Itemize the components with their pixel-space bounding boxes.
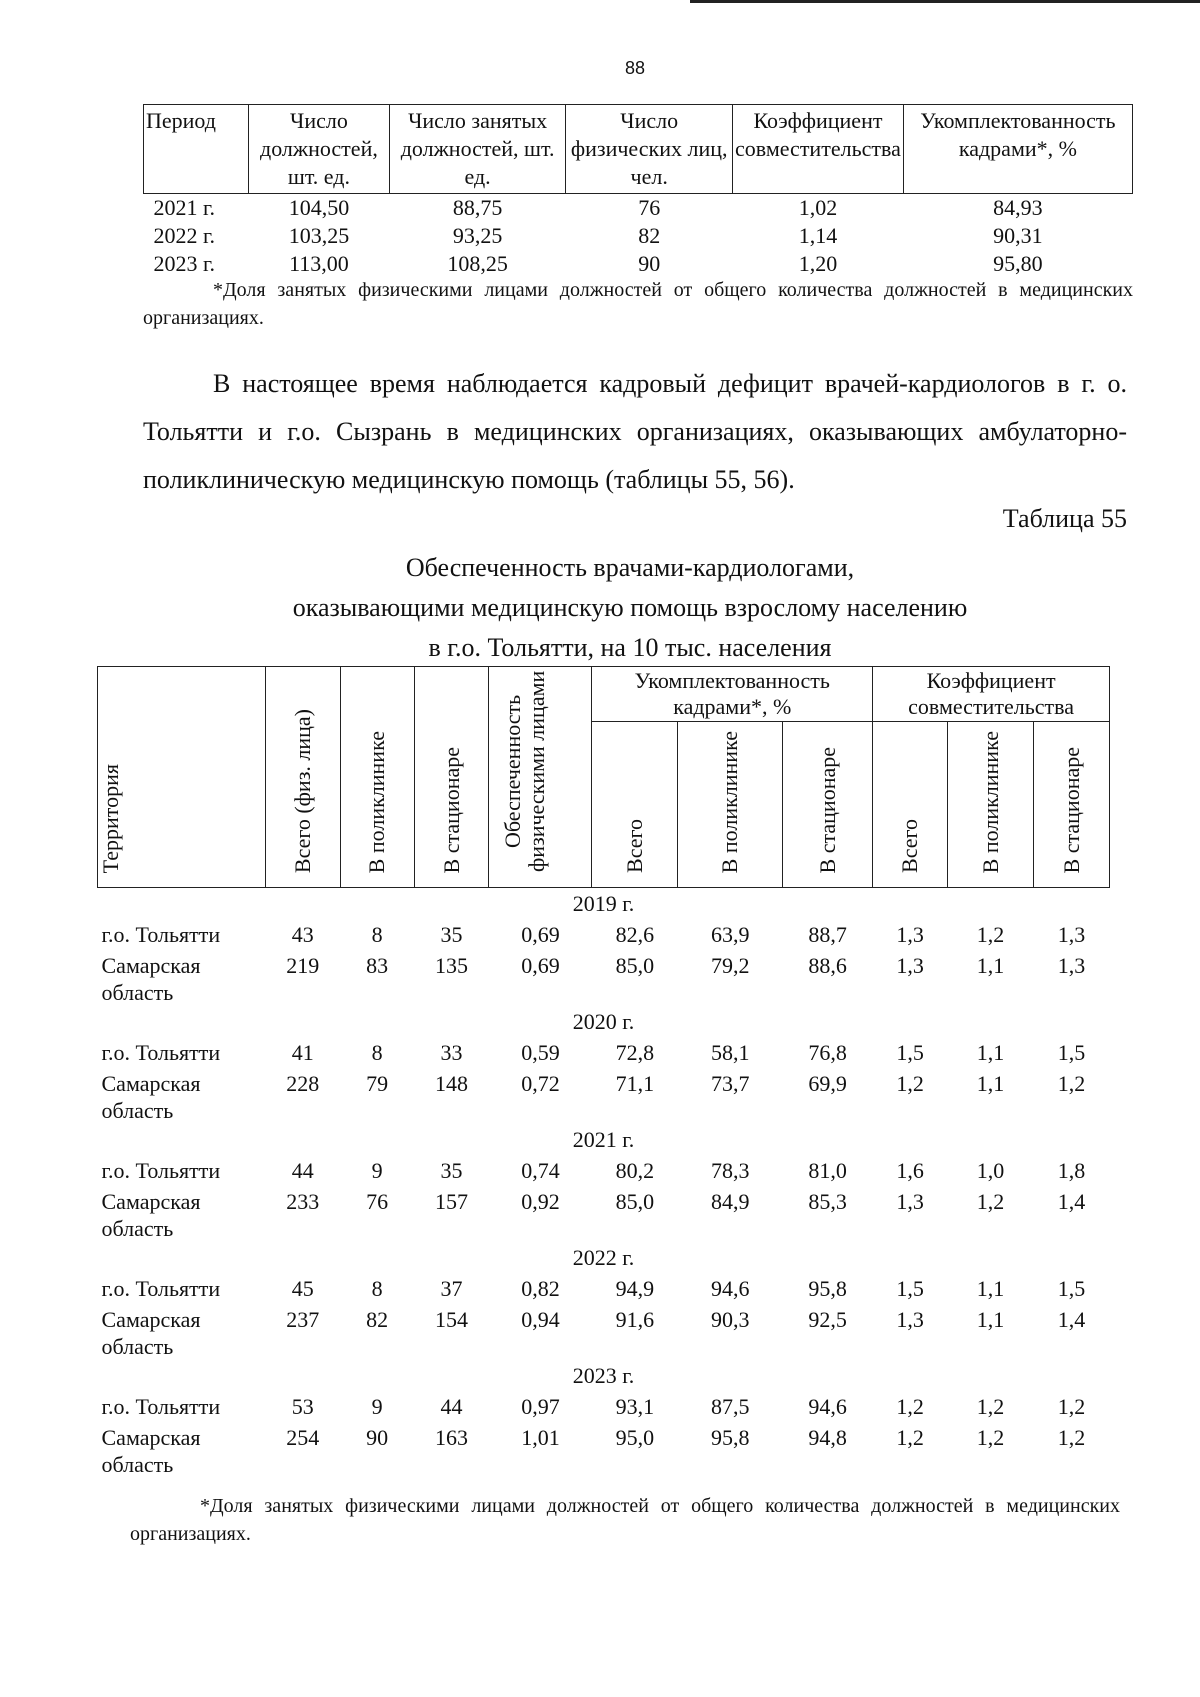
header-hospital bbox=[414, 667, 489, 888]
footnote-text: *Доля занятых физическими лицами должностей от общего количества должностей в медицинских организациях. bbox=[143, 279, 1133, 329]
value-cell: 41 bbox=[291, 1040, 314, 1065]
value-cell: 1,6 bbox=[896, 1158, 924, 1183]
value-cell: 79 bbox=[366, 1071, 389, 1096]
table-row bbox=[98, 948, 1110, 1006]
table-row bbox=[98, 917, 1110, 948]
body-paragraph: В настоящее время наблюдается кадровый дефицит врачей-кардиологов в г. о. Тольятти и г.о. Сызрань в медицинских организациях, оказывающих амбулаторно-поликлиническую медицинскую помощь (таблицы 55, 56). bbox=[143, 369, 1127, 494]
value-cell: 0,69 bbox=[521, 922, 560, 947]
value-cell: 43 bbox=[291, 922, 314, 947]
value-cell: 8 bbox=[371, 1040, 383, 1065]
value-cell: 9 bbox=[371, 1394, 383, 1419]
territory-cell: г.о. Тольятти bbox=[101, 1040, 221, 1065]
value-cell: 0,92 bbox=[521, 1189, 560, 1214]
value-cell: 85,0 bbox=[615, 953, 655, 978]
value-cell: 72,8 bbox=[615, 1040, 655, 1065]
value-cell: 95,8 bbox=[711, 1425, 750, 1450]
value-cell: 1,2 bbox=[976, 1394, 1005, 1419]
value-cell: 82 bbox=[366, 1307, 389, 1332]
header-text: Всего bbox=[621, 819, 647, 873]
value-cell: 1,2 bbox=[896, 1394, 924, 1419]
value-cell: 113,00 bbox=[289, 251, 349, 276]
territory-cell: г.о. Тольятти bbox=[101, 1158, 221, 1183]
header-staffing-group: Укомплектованность кадрами*, % bbox=[592, 667, 873, 722]
value-cell: 8 bbox=[371, 922, 383, 947]
value-cell: 1,5 bbox=[1057, 1276, 1086, 1301]
header-staffing-total bbox=[592, 722, 678, 888]
value-cell: 58,1 bbox=[711, 1040, 750, 1065]
value-cell: 82 bbox=[638, 223, 661, 248]
value-cell: 84,93 bbox=[993, 195, 1043, 220]
value-cell: 219 bbox=[286, 953, 320, 978]
table-header-row bbox=[144, 105, 1133, 194]
period-cell: 2022 г. bbox=[153, 223, 216, 248]
value-cell: 0,72 bbox=[521, 1071, 560, 1096]
value-cell: 90 bbox=[366, 1425, 389, 1450]
value-cell: 90,31 bbox=[993, 223, 1043, 248]
table-row bbox=[98, 1271, 1110, 1302]
year-row bbox=[98, 1006, 1110, 1035]
title-line: в г.о. Тольятти, на 10 тыс. населения bbox=[428, 633, 832, 662]
value-cell: 1,14 bbox=[798, 223, 838, 248]
value-cell: 87,5 bbox=[711, 1394, 750, 1419]
header-period: Период bbox=[144, 105, 249, 194]
value-cell: 0,82 bbox=[521, 1276, 560, 1301]
value-cell: 1,01 bbox=[521, 1425, 560, 1450]
value-cell: 94,8 bbox=[808, 1425, 847, 1450]
value-cell: 237 bbox=[286, 1307, 320, 1332]
value-cell: 73,7 bbox=[711, 1071, 750, 1096]
year-row bbox=[98, 1124, 1110, 1153]
header-staffing-polyclinic bbox=[678, 722, 783, 888]
value-cell: 92,5 bbox=[808, 1307, 847, 1332]
value-cell: 1,0 bbox=[976, 1158, 1005, 1183]
value-cell: 94,9 bbox=[615, 1276, 655, 1301]
value-cell: 35 bbox=[440, 922, 463, 947]
value-cell: 78,3 bbox=[711, 1158, 750, 1183]
value-cell: 95,0 bbox=[615, 1425, 655, 1450]
value-cell: 80,2 bbox=[615, 1158, 655, 1183]
value-cell: 163 bbox=[435, 1425, 469, 1450]
value-cell: 1,1 bbox=[976, 1040, 1005, 1065]
value-cell: 135 bbox=[435, 953, 469, 978]
value-cell: 1,20 bbox=[798, 251, 838, 276]
value-cell: 1,3 bbox=[1057, 953, 1086, 978]
value-cell: 1,5 bbox=[896, 1040, 924, 1065]
year-label: 2022 г. bbox=[572, 1245, 635, 1270]
value-cell: 0,97 bbox=[521, 1394, 560, 1419]
value-cell: 108,25 bbox=[447, 251, 508, 276]
value-cell: 37 bbox=[440, 1276, 463, 1301]
title-line: Обеспеченность врачами-кардиологами, bbox=[405, 553, 855, 582]
value-cell: 69,9 bbox=[808, 1071, 847, 1096]
territory-cell: г.о. Тольятти bbox=[101, 922, 221, 947]
table-row bbox=[98, 1184, 1110, 1242]
footnote-top bbox=[143, 276, 1133, 332]
value-cell: 90,3 bbox=[711, 1307, 750, 1332]
staffing-summary-table bbox=[143, 104, 1133, 278]
value-cell: 1,5 bbox=[896, 1276, 924, 1301]
value-cell: 1,1 bbox=[976, 1307, 1005, 1332]
header-text: В поликлинике bbox=[364, 730, 390, 873]
value-cell: 1,2 bbox=[896, 1425, 924, 1450]
value-cell: 95,80 bbox=[993, 251, 1043, 276]
value-cell: 82,6 bbox=[615, 922, 655, 947]
table-title bbox=[140, 548, 1120, 668]
year-row bbox=[98, 1242, 1110, 1271]
header-polyclinic bbox=[340, 667, 414, 888]
period-cell: 2023 г. bbox=[153, 251, 216, 276]
value-cell: 45 bbox=[291, 1276, 314, 1301]
header-coef-hospital bbox=[1034, 722, 1110, 888]
value-cell: 44 bbox=[440, 1394, 463, 1419]
header-total bbox=[265, 667, 340, 888]
header-text: Обеспеченность физическими лицами bbox=[500, 670, 550, 872]
year-label: 2023 г. bbox=[572, 1363, 635, 1388]
territory-cell: Самарская область bbox=[101, 1307, 201, 1359]
year-label: 2021 г. bbox=[572, 1127, 635, 1152]
table-header-row bbox=[98, 667, 1110, 722]
territory-cell: г.о. Тольятти bbox=[101, 1276, 221, 1301]
footnote-main bbox=[130, 1492, 1120, 1548]
value-cell: 1,2 bbox=[1057, 1071, 1086, 1096]
header-text: Всего bbox=[897, 819, 923, 873]
value-cell: 1,02 bbox=[798, 195, 838, 220]
value-cell: 1,8 bbox=[1057, 1158, 1086, 1183]
value-cell: 1,5 bbox=[1057, 1040, 1086, 1065]
value-cell: 63,9 bbox=[711, 922, 750, 947]
value-cell: 94,6 bbox=[808, 1394, 847, 1419]
value-cell: 35 bbox=[440, 1158, 463, 1183]
value-cell: 94,6 bbox=[711, 1276, 750, 1301]
value-cell: 1,4 bbox=[1057, 1189, 1086, 1214]
value-cell: 93,1 bbox=[615, 1394, 655, 1419]
header-coef-polyclinic bbox=[948, 722, 1034, 888]
territory-cell: Самарская область bbox=[101, 953, 201, 1005]
table-row bbox=[98, 1066, 1110, 1124]
table-row bbox=[98, 1153, 1110, 1184]
value-cell: 233 bbox=[286, 1189, 320, 1214]
table-row bbox=[144, 222, 1133, 250]
header-provision bbox=[489, 667, 592, 888]
value-cell: 88,75 bbox=[452, 195, 503, 220]
value-cell: 1,3 bbox=[896, 922, 924, 947]
value-cell: 0,59 bbox=[521, 1040, 560, 1065]
territory-cell: Самарская область bbox=[101, 1425, 201, 1477]
value-cell: 1,3 bbox=[1057, 922, 1086, 947]
period-cell: 2021 г. bbox=[153, 195, 216, 220]
header-territory bbox=[98, 667, 266, 888]
header-occupied: Число занятых должностей, шт. ед. bbox=[389, 105, 566, 194]
value-cell: 33 bbox=[440, 1040, 463, 1065]
header-text: Всего (физ. лица) bbox=[289, 708, 315, 873]
top-rule bbox=[690, 0, 1200, 3]
value-cell: 53 bbox=[291, 1394, 314, 1419]
value-cell: 91,6 bbox=[615, 1307, 655, 1332]
table-row bbox=[98, 1389, 1110, 1420]
value-cell: 1,2 bbox=[1057, 1394, 1086, 1419]
table-row bbox=[98, 1035, 1110, 1066]
page-number: 88 bbox=[624, 58, 646, 78]
table-row bbox=[98, 1420, 1110, 1478]
territory-cell: Самарская область bbox=[101, 1189, 201, 1241]
value-cell: 93,25 bbox=[452, 223, 503, 248]
value-cell: 254 bbox=[286, 1425, 320, 1450]
value-cell: 79,2 bbox=[711, 953, 750, 978]
value-cell: 1,2 bbox=[976, 1189, 1005, 1214]
value-cell: 0,69 bbox=[521, 953, 560, 978]
value-cell: 76,8 bbox=[808, 1040, 847, 1065]
value-cell: 1,3 bbox=[896, 1189, 924, 1214]
value-cell: 1,2 bbox=[896, 1071, 924, 1096]
value-cell: 85,0 bbox=[615, 1189, 655, 1214]
header-text: В стационаре bbox=[438, 746, 464, 873]
value-cell: 104,50 bbox=[288, 195, 350, 220]
header-persons: Число физических лиц, чел. bbox=[566, 105, 733, 194]
header-staffing-hospital bbox=[783, 722, 873, 888]
header-staffing: Укомплектованность кадрами*, % bbox=[903, 105, 1132, 194]
value-cell: 8 bbox=[371, 1276, 383, 1301]
title-line: оказывающими медицинскую помощь взрослому населению bbox=[292, 593, 968, 622]
value-cell: 1,3 bbox=[896, 953, 924, 978]
header-positions: Число должностей, шт. ед. bbox=[249, 105, 390, 194]
value-cell: 103,25 bbox=[288, 223, 350, 248]
value-cell: 148 bbox=[435, 1071, 469, 1096]
year-row bbox=[98, 1360, 1110, 1389]
year-label: 2020 г. bbox=[572, 1009, 635, 1034]
table-row bbox=[144, 194, 1133, 223]
header-text: В стационаре bbox=[1058, 746, 1084, 873]
value-cell: 81,0 bbox=[808, 1158, 847, 1183]
value-cell: 1,2 bbox=[1057, 1425, 1086, 1450]
value-cell: 90 bbox=[638, 251, 661, 276]
header-coef-total bbox=[873, 722, 948, 888]
value-cell: 95,8 bbox=[808, 1276, 847, 1301]
header-text: В поликлинике bbox=[717, 730, 743, 873]
value-cell: 85,3 bbox=[808, 1189, 847, 1214]
table-row bbox=[98, 1302, 1110, 1360]
cardiologist-provision-table bbox=[97, 666, 1110, 1478]
header-text: Территория bbox=[98, 763, 123, 873]
value-cell: 1,4 bbox=[1057, 1307, 1086, 1332]
territory-cell: Самарская область bbox=[101, 1071, 201, 1123]
header-coefficient: Коэффициент совместительства bbox=[733, 105, 904, 194]
value-cell: 1,2 bbox=[976, 922, 1005, 947]
territory-cell: г.о. Тольятти bbox=[101, 1394, 221, 1419]
value-cell: 76 bbox=[366, 1189, 389, 1214]
value-cell: 228 bbox=[286, 1071, 320, 1096]
value-cell: 84,9 bbox=[711, 1189, 750, 1214]
value-cell: 154 bbox=[435, 1307, 469, 1332]
value-cell: 1,1 bbox=[976, 1276, 1005, 1301]
value-cell: 1,3 bbox=[896, 1307, 924, 1332]
footnote-text: *Доля занятых физическими лицами должностей от общего количества должностей в медицинских организациях. bbox=[130, 1495, 1120, 1545]
table-label: Таблица 55 bbox=[1002, 504, 1127, 533]
table-row bbox=[144, 250, 1133, 278]
header-text: В поликлинике bbox=[977, 730, 1003, 873]
year-row bbox=[98, 888, 1110, 918]
value-cell: 44 bbox=[291, 1158, 314, 1183]
value-cell: 1,1 bbox=[976, 1071, 1005, 1096]
value-cell: 0,94 bbox=[521, 1307, 560, 1332]
header-text: В стационаре bbox=[814, 746, 840, 873]
value-cell: 157 bbox=[435, 1189, 469, 1214]
header-coefficient-group: Коэффициент совместительства bbox=[873, 667, 1110, 722]
value-cell: 1,2 bbox=[976, 1425, 1005, 1450]
value-cell: 0,74 bbox=[521, 1158, 560, 1183]
value-cell: 83 bbox=[366, 953, 389, 978]
value-cell: 88,6 bbox=[808, 953, 847, 978]
value-cell: 9 bbox=[371, 1158, 383, 1183]
value-cell: 1,1 bbox=[976, 953, 1005, 978]
year-label: 2019 г. bbox=[572, 891, 635, 916]
value-cell: 88,7 bbox=[808, 922, 847, 947]
value-cell: 76 bbox=[638, 195, 661, 220]
value-cell: 71,1 bbox=[615, 1071, 655, 1096]
